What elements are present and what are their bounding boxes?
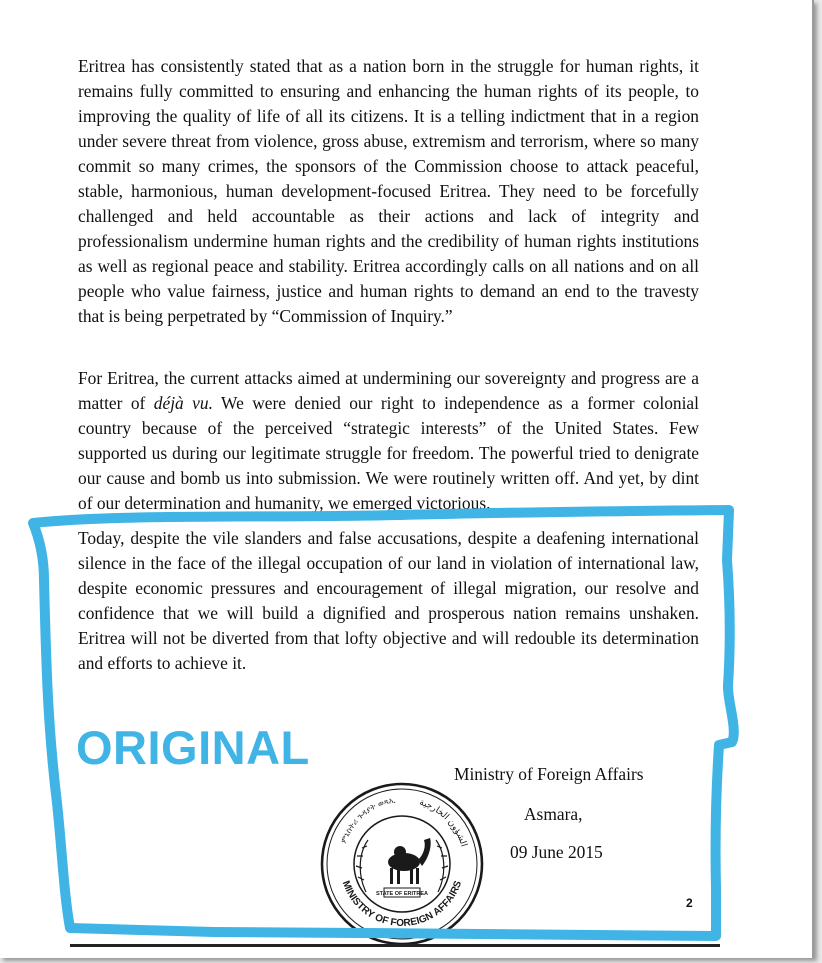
paragraph-today: Today, despite the vile slanders and false accusations, despite a deafening international silence in the face of the illegal occupation of our land in violation of international law, despite economic pressures and encouragement of illegal migration, our resolve and confidence that we will build a dignified and prosperous nation remains unshaken. Eritrea will not be diverted from that lofty objective and will redouble its determination and efforts to achieve it. (78, 528, 699, 673)
paragraph-deja-vu-end: We were denied our right to independence as a former colonial country because of the perceived “strategic interests” of the United States. Few supported us during our legitimate struggle for freedom. The powerful tried to denigrate our cause and bomb us into submission. We were routinely written off. And yet, by dint of our determination and humanity, we emerged victorious. (78, 393, 699, 513)
seal-center-text: STATE OF ERITREA (375, 891, 429, 897)
paragraph-deja-vu-start: For Eritrea, the current attacks aimed at undermining our sovereignty and progress are a matter of (78, 368, 699, 413)
seal-tigrinya-text: ምኒስትሪ ጉዳያት ወጻኢ (338, 795, 396, 845)
signature-ministry: Ministry of Foreign Affairs (454, 764, 644, 784)
paragraph-deja-vu (78, 366, 699, 516)
ministry-seal-stamp (318, 780, 486, 948)
original-stamp-label: ORIGINAL (76, 721, 310, 774)
deja-vu-italic: déjà vu. (153, 393, 213, 413)
seal-bottom-text: MINISTRY OF FOREIGN AFFAIRS (339, 879, 465, 930)
bottom-divider (70, 944, 720, 947)
signature-date: 09 June 2015 (510, 842, 603, 862)
signature-city: Asmara, (524, 804, 583, 824)
page-number: 2 (686, 896, 693, 910)
paragraph-human-rights: Eritrea has consistently stated that as a nation born in the struggle for human rights, it remains fully committed to ensuring and enhancing the human rights of its people, to improving the quality of life of all its citizens. It is a telling indictment that in a region under severe threat from violence, gross abuse, extremism and terrorism, where so many commit so many crimes, the sponsors of the Commission choose to attack peaceful, stable, harmonious, human development-focused Eritrea. They need to be forcefully challenged and held accountable as their actions and lack of integrity and professionalism undermine human rights and the credibility of human rights institutions as well as regional peace and stability. Eritrea accordingly calls on all nations and on all people who value fairness, justice and human rights to demand an end to the travesty that is being perpetrated by “Commission of Inquiry.” (78, 56, 699, 326)
camel-emblem-icon (388, 838, 431, 884)
seal-arabic-text: الشؤون الخارجية (417, 797, 469, 849)
